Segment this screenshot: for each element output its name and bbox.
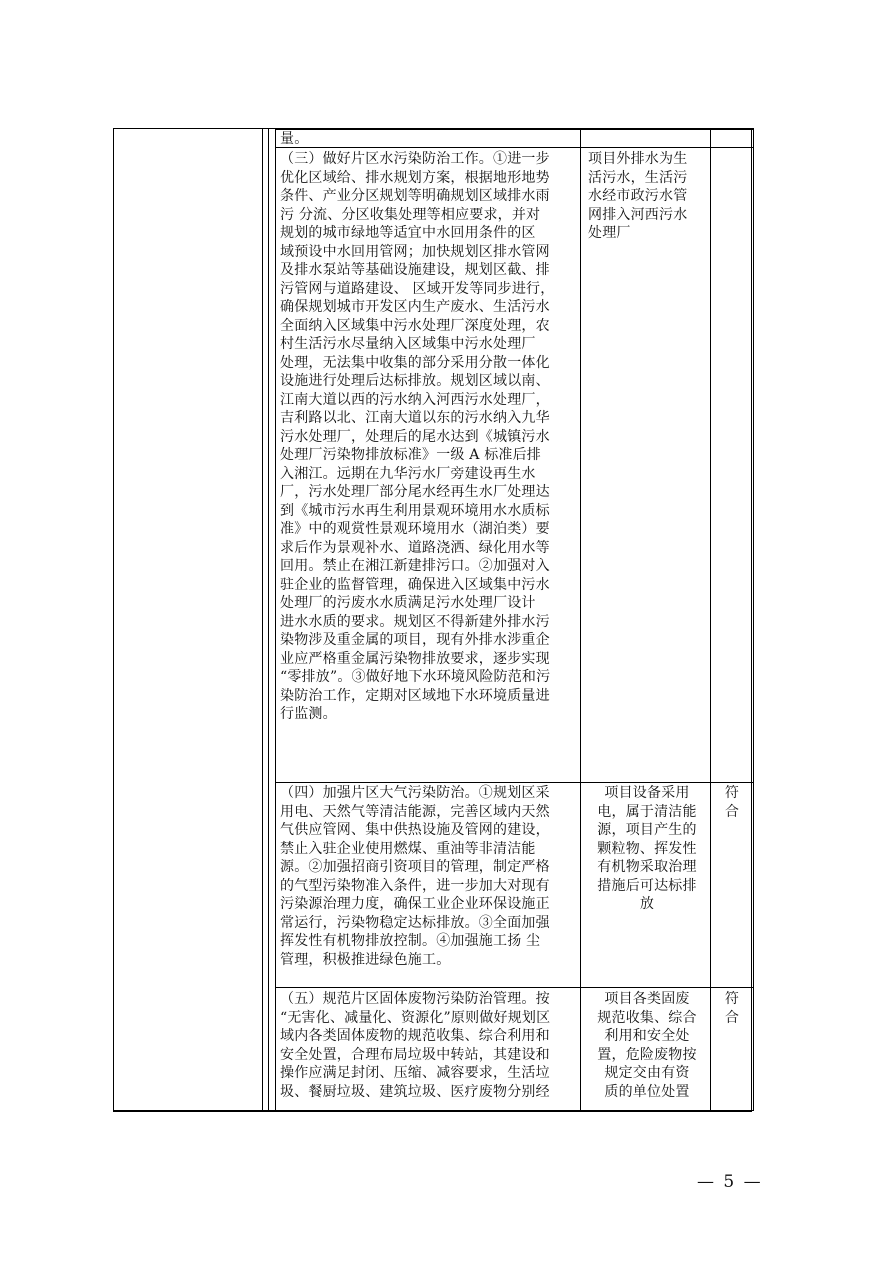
- table-border: [262, 128, 263, 1111]
- project-status-cell: 项目外排水为生 活污水，生活污 水经市政污水管 网排入河西污水 处理厂: [588, 151, 688, 241]
- table-bottom-border: [113, 1110, 753, 1111]
- compliance-cell: 符 合: [724, 785, 740, 820]
- requirement-cell: （四）加强片区大气污染防治。①规划区采 用电、天然气等清洁能源，完善区域内天然 气供应管网、集中供热设施及管网的建设， 禁止入驻企业使用燃煤、重油等非清洁能 源。②加强招商引资项目的管理，制定严格 的气型污染物准入条件，进一步加大对现有 污染源治理力度，确保工业企业环保设施正 常运行，污染物稳定达标排放。③全面加强 挥发性有机物排放控制。④加强施工扬 尘 管理，积极推进绿色施工。: [280, 785, 550, 968]
- requirement-cell: 量。: [280, 131, 309, 147]
- table-border: [753, 128, 754, 1111]
- requirement-cell: （三）做好片区水污染防治工作。①进一步 优化区域给、排水规划方案，根据地形地势 条件、产业分区规划等明确规划区域排水雨 污 分流、分区收集处理等相应要求，并对 规划的城市绿地等适宜中水回用条件的区 域预设中水回用管网；加快规划区排水管网 及排水泵站等基础设施建设，规划区截、排 污管网与道路建设、 区域开发等同步进行， 确保规划城市开发区内生产废水、生活污水 全面纳入区域集中污水处理厂深度处理，农 村生活污水尽量纳入区域集中污水处理厂 处理，无法集中收集的部分采用分散一体化 设施进行处理后达标排放。规划区域以南、 江南大道以西的污水纳入河西污水处理厂， 吉利路以北、江南大道以东的污水纳入九华 污水处理厂，处理后的尾水达到《城镇污水 处理厂污染物排放标准》一级 A 标准后排 入湘江。远期在九华污水厂旁建设再生水 厂，污水处理厂部分尾水经再生水厂处理达 到《城市污水再生利用景观环境用水水质标 准》中的观赏性景观环境用水（湖泊类）要 求后作为景观补水、道路浇洒、绿化用水等 回用。禁止在湘江新建排污口。②加强对入 驻企业的监督管理，确保进入区域集中污水 处理厂的污废水水质满足污水处理厂设计 进水水质的要求。规划区不得新建外排水污 染物涉及重金属的项目，现有外排水涉重企 业应严格重金属污染物排放要求，逐步实现 “零排放”。③做好地下水环境风险防范和污 染防治工作，定期对区域地下水环境质量进 行监测。: [280, 151, 555, 722]
- table-border: [275, 128, 276, 1111]
- project-status-cell: 项目设备采用 电，属于清洁能 源，项目产生的 颗粒物、挥发性 有机物采取治理 措施后可达标排 放: [597, 785, 697, 912]
- table-border: [710, 128, 711, 1111]
- table-border: [580, 128, 581, 1111]
- requirement-cell: （五）规范片区固体废物污染防治管理。按 “无害化、减量化、资源化”原则做好规划区 域内各类固体废物的规范收集、综合利用和 安全处置，合理布局垃圾中转站，其建设和 操作应满足封闭、压缩、减容要求，生活垃 圾、餐厨垃圾、建筑垃圾、医疗废物分别经: [280, 991, 551, 1100]
- page-number: — 5 —: [697, 1172, 763, 1192]
- compliance-cell: 符 合: [724, 991, 740, 1026]
- project-status-cell: 项目各类固废 规范收集、综合 利用和安全处 置，危险废物按 规定交由有资 质的单位处置: [597, 991, 697, 1100]
- table-border: [268, 128, 269, 1111]
- row-divider: [275, 987, 753, 988]
- row-divider: [275, 782, 753, 783]
